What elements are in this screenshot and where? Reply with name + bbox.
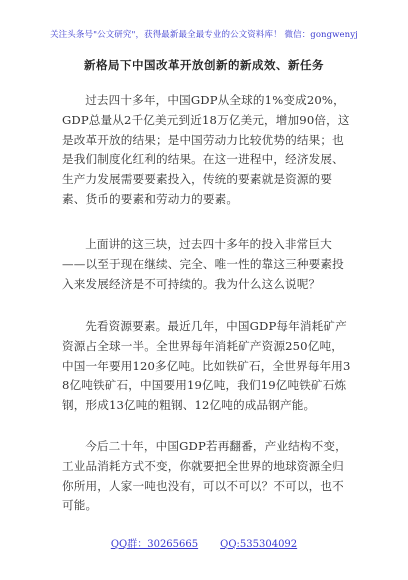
body-paragraph-3: 先看资源要素。最近几年，中国GDP每年消耗矿产资源占全球一半。全世界每年消耗矿产资源250亿吨，中国一年要用120多亿吨。比如铁矿石，全世界每年用38亿吨铁矿石，中国要用19亿吨，我们19亿吨铁矿石炼钢，形成13亿吨的粗钢、12亿吨的成品钢产能。 <box>62 319 351 413</box>
header-note: 关注头条号"公文研究"，获得最新最全最专业的公文资料库！ 微信：gongwenyj <box>50 30 358 40</box>
body-paragraph-4: 今后二十年，中国GDP若再翻番，产业结构不变，工业品消耗方式不变，你就要把全世界的地球资源全归你所用，人家一吨也没有，可以不可以？不可以，也不可能。 <box>62 439 347 513</box>
page-title: 新格局下中国改革开放创新的新成效、新任务 <box>84 58 324 72</box>
qq-contact-link[interactable]: QQ:535304092 <box>220 539 298 550</box>
body-paragraph-2: 上面讲的这三块，过去四十多年的投入非常巨大——以至于现在继续、完全、唯一性的靠这三种要素投入来发展经济是不可持续的。我为什么这么说呢？ <box>62 237 344 291</box>
footer-contact <box>0 535 408 550</box>
body-paragraph-1: 过去四十多年，中国GDP从全球的1%变成20%，GDP总量从2千亿美元到近18万亿美元，增加90倍，这是改革开放的结果；是中国劳动力比较优势的结果；也是我们制度化红利的结果。在这一进程中，经济发展、生产力发展需要要素投入，传统的要素就是资源的要素、货币的要素和劳动力的要素。 <box>62 93 350 206</box>
qq-group-link[interactable]: QQ群：30265665 <box>110 539 199 550</box>
